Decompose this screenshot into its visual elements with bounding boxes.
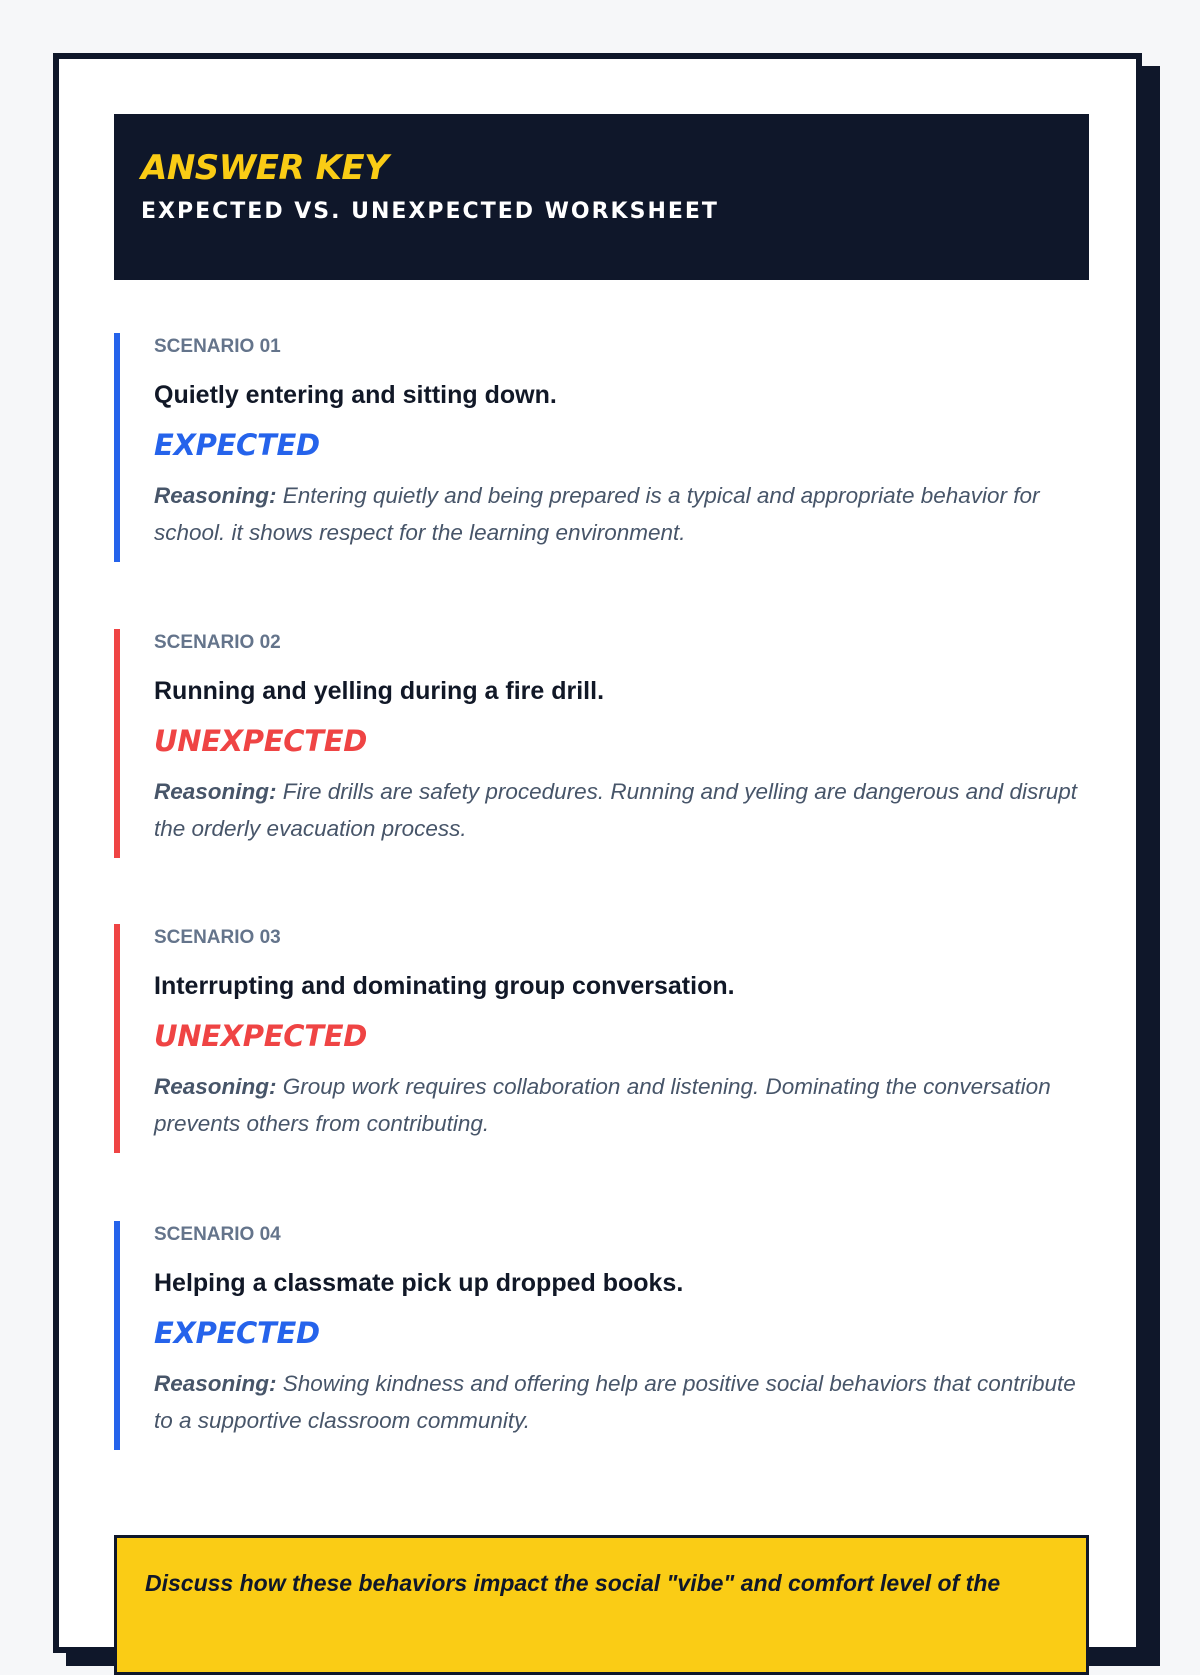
scenario-number: SCENARIO 01 [154, 336, 281, 357]
reasoning-text [154, 773, 1094, 847]
verdict-label: EXPECTED [154, 1316, 320, 1350]
scenario-number: SCENARIO 03 [154, 927, 281, 948]
reasoning-label: Reasoning: [154, 1371, 277, 1396]
reasoning-text [154, 1068, 1094, 1142]
reasoning-body: Showing kindness and offering help are positive social behaviors that contribute to a supportive classroom community. [154, 1371, 1076, 1433]
worksheet-page [53, 53, 1142, 1653]
verdict-label: UNEXPECTED [154, 724, 367, 758]
discussion-prompt-text: Discuss how these behaviors impact the social "vibe" and comfort level of the [145, 1570, 1001, 1596]
scenario-card-01 [114, 333, 1089, 562]
scenario-card-03 [114, 924, 1089, 1153]
reasoning-label: Reasoning: [154, 779, 277, 804]
scenario-number: SCENARIO 04 [154, 1224, 281, 1245]
reasoning-label: Reasoning: [154, 1074, 277, 1099]
scenario-title: Quietly entering and sitting down. [154, 381, 557, 409]
scenario-card-02 [114, 629, 1089, 858]
reasoning-body: Fire drills are safety procedures. Running and yelling are dangerous and disrupt the orderly evacuation process. [154, 779, 1077, 841]
reasoning-text [154, 477, 1094, 551]
scenario-card-04 [114, 1221, 1089, 1450]
reasoning-body: Entering quietly and being prepared is a typical and appropriate behavior for school. it shows respect for the learning environment. [154, 483, 1040, 545]
reasoning-body: Group work requires collaboration and listening. Dominating the conversation prevents others from contributing. [154, 1074, 1051, 1136]
scenario-title: Helping a classmate pick up dropped books. [154, 1269, 684, 1297]
header-title: ANSWER KEY [141, 148, 389, 188]
scenario-title: Interrupting and dominating group conversation. [154, 972, 735, 1000]
verdict-label: EXPECTED [154, 428, 320, 462]
verdict-label: UNEXPECTED [154, 1019, 367, 1053]
header-subtitle: EXPECTED VS. UNEXPECTED WORKSHEET [141, 199, 719, 224]
reasoning-text [154, 1365, 1094, 1439]
reasoning-label: Reasoning: [154, 483, 277, 508]
answer-key-header [114, 114, 1089, 280]
discussion-prompt-box [114, 1535, 1089, 1675]
scenario-title: Running and yelling during a fire drill. [154, 677, 605, 705]
scenario-number: SCENARIO 02 [154, 632, 281, 653]
